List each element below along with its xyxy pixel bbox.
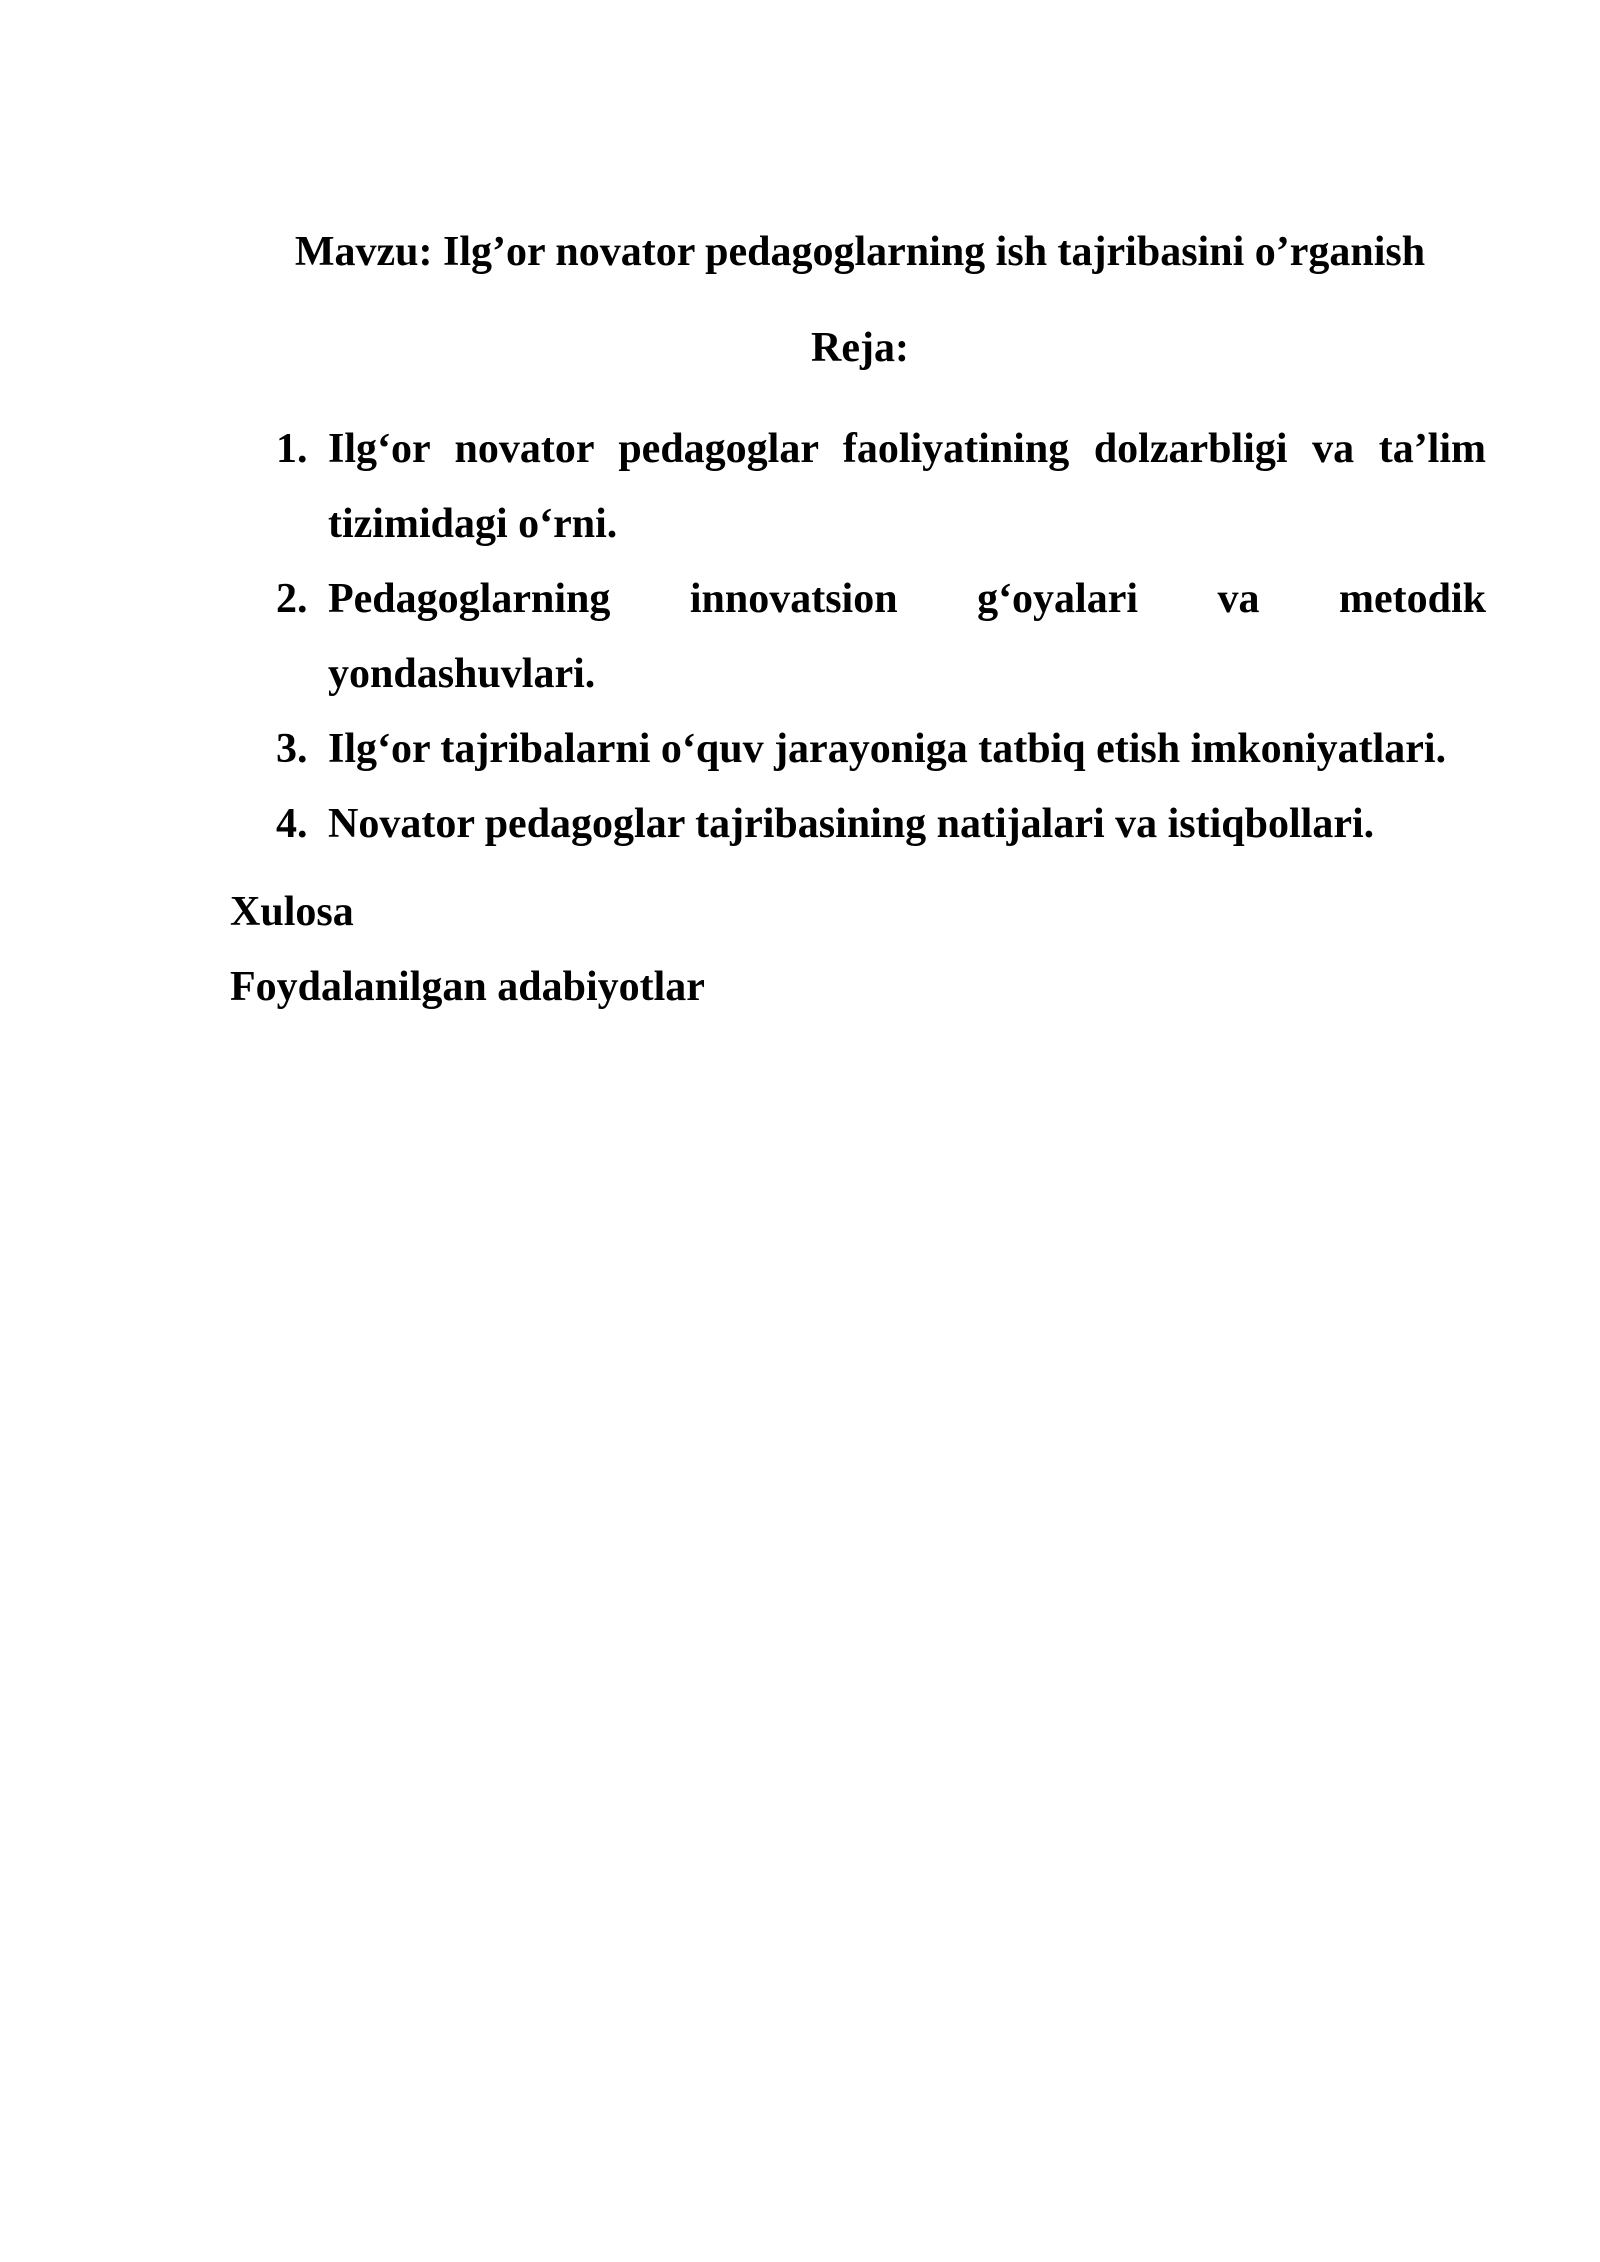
document-title: Mavzu: Ilg’or novator pedagoglarning ish tajribasini o’rganish: [294, 229, 1426, 275]
plan-item-text: Ilg‘or novator pedagoglar faoliyatining dolzarbligi va ta’lim tizimidagi o‘rni.: [328, 426, 1486, 547]
plan-item-number: 1.: [276, 426, 308, 472]
plan-item-text: Pedagoglarning innovatsion g‘oyalari va metodik yondashuvlari.: [328, 576, 1486, 697]
conclusion-heading: Xulosa: [230, 889, 354, 935]
plan-item-text: Ilg‘or tajribalarni o‘quv jarayoniga tatbiq etish imkoniyatlari.: [328, 726, 1447, 772]
references-heading: Foydalanilgan adabiyotlar: [230, 964, 705, 1010]
plan-item: [276, 562, 1486, 712]
plan-item: [276, 712, 1486, 787]
plan-item-number: 3.: [276, 726, 308, 772]
plan-item: [276, 412, 1486, 562]
plan-list: [276, 412, 1486, 862]
plan-item-text: Novator pedagoglar tajribasining natijalari va istiqbollari.: [328, 801, 1375, 847]
plan-heading: Reja:: [811, 325, 909, 371]
plan-item-number: 2.: [276, 576, 308, 622]
plan-item: [276, 787, 1486, 862]
plan-item-number: 4.: [276, 801, 308, 847]
